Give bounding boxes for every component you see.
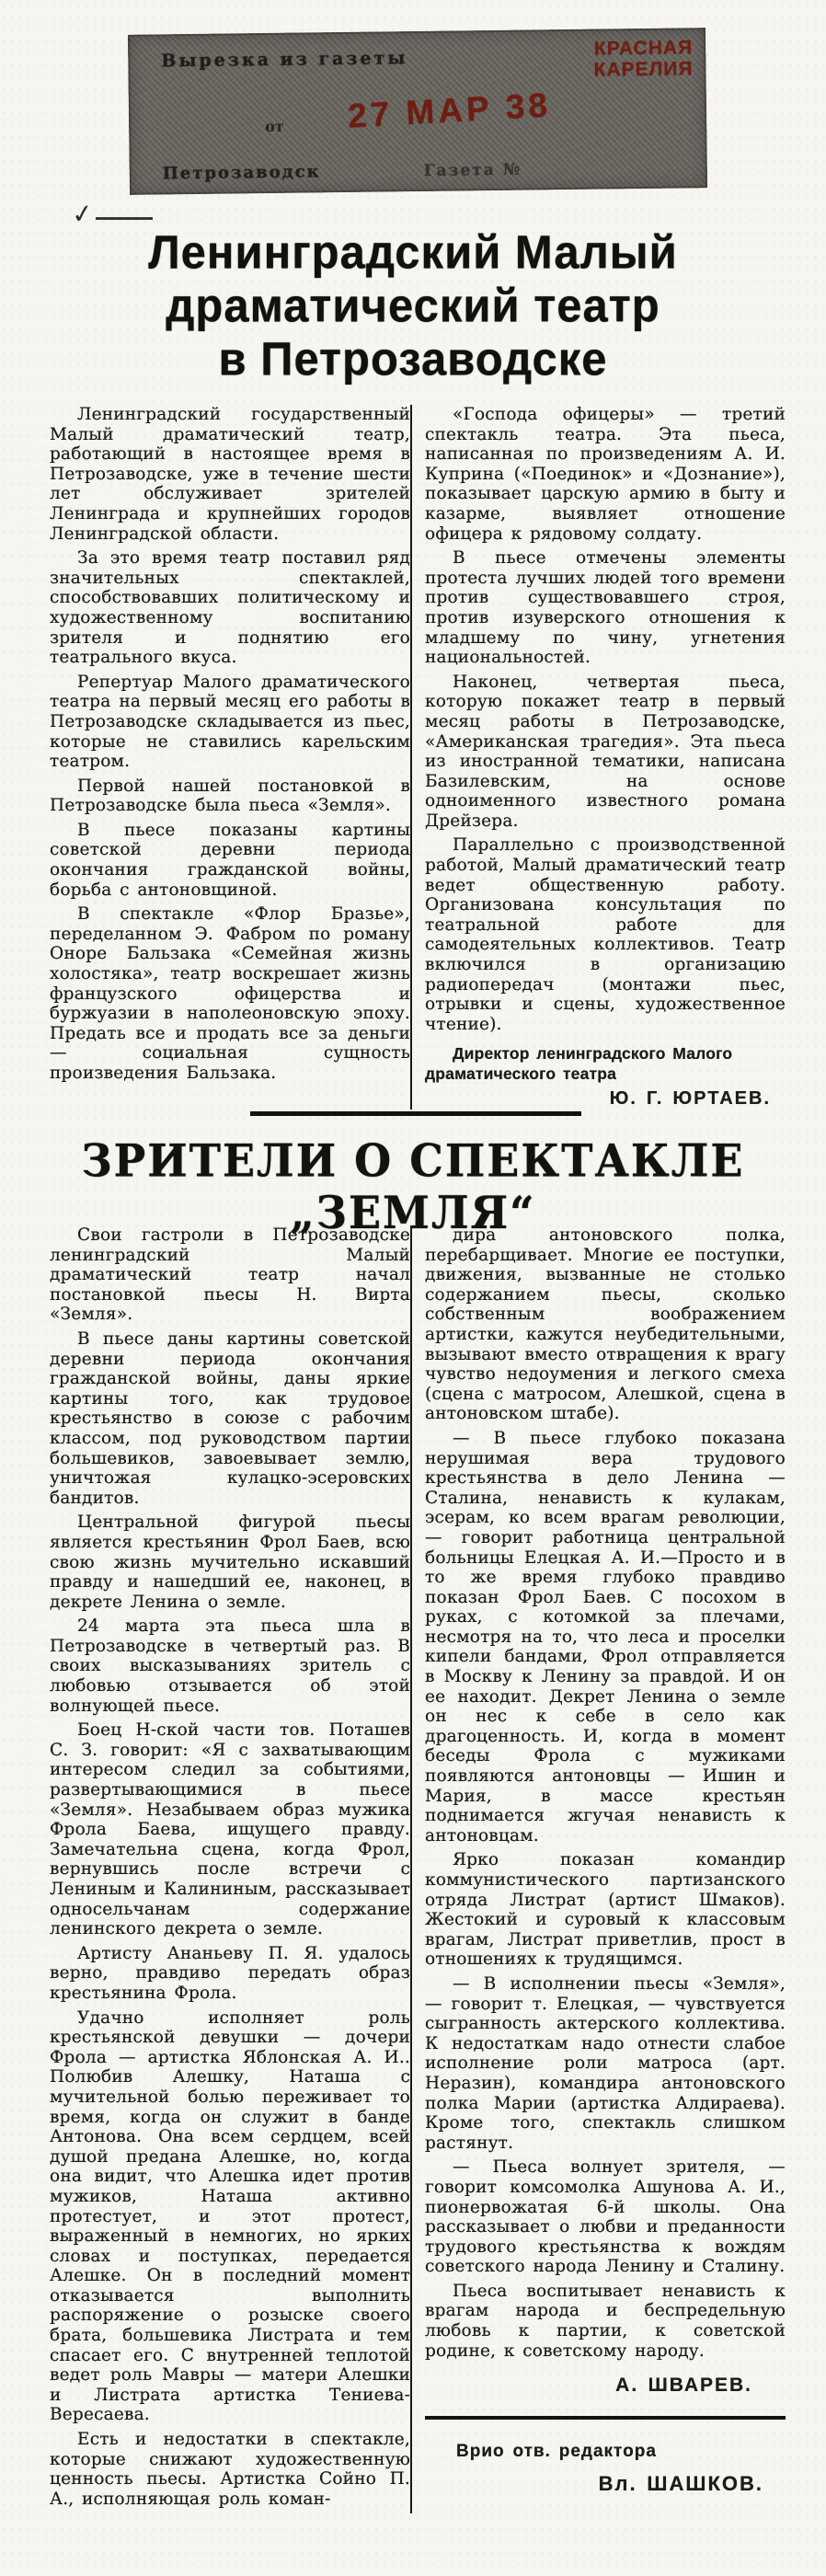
paragraph: дира антоновского полка, перебарщивает. Многие ее поступки, движения, вызванные не столько содержанием пьесы, сколько собственным воображением артистки, кажутся неубедительными, вызывают вместо отвращения к врагу чувство недоумения и легкого смеха (сцена с матросом, Алешкой, сцена в антоновском штабе).: [425, 1225, 786, 1424]
paragraph: 24 марта эта пьеса шла в Петрозаводске в четвертый раз. В своих высказываниях зритель с любовью отзывается об этой волнующей пьесе.: [50, 1616, 410, 1716]
paragraph: В пьесе даны картины советской деревни периода окончания гражданской войны, даны яркие картины того, как трудовое крестьянство в союзе с рабочим классом, под руководством партии большевиков, завоевывает землю, уничтожая кулацко-эсеровских бандитов.: [50, 1328, 410, 1508]
paragraph: За это время театр поставил ряд значительных спектаклей, способствовавших политическому и художественному воспитанию зрителя и поднятию его театрального вкуса.: [50, 548, 410, 668]
margin-dash: [96, 217, 153, 220]
article1-column-right: [410, 405, 786, 1110]
article2-column-left: [50, 1225, 410, 2513]
article1-right-paragraphs: [425, 405, 786, 1034]
article1-signature-role: Директор ленинградского Малого драматического театра: [425, 1044, 733, 1084]
article1-signature-name: Ю. Г. ЮРТАЕВ.: [609, 1088, 771, 1110]
newspaper-name-line: КАРЕЛИЯ: [593, 58, 694, 81]
stamp-city: Петрозаводск: [162, 162, 321, 184]
stamp-ot-label: от: [265, 117, 284, 136]
paragraph: Ленинградский государственный Малый драматический театр, работающий в настоящее время в Петрозаводске, уже в течение шести лет обслуживает зрителей Ленинграда и крупнейших городов Ленинградской области.: [50, 405, 410, 544]
check-mark-icon: ✓: [69, 197, 96, 231]
paragraph: Наконец, четвертая пьеса, которую покажет театр в первый месяц работы в Петрозаводске, «Американская трагедия». Эта пьеса из иностранной тематики, написана Базилевским, на основе одноименного известного романа Дрейзера.: [425, 672, 786, 831]
paragraph: Центральной фигурой пьесы является крестьянин Фрол Баев, всю свою жизнь мучительно искавший правду и нашедший ее, наконец, в декрете Ленина о земле.: [50, 1512, 410, 1612]
paragraph: Параллельно с производственной работой, Малый драматический театр ведет общественную работу. Организована консультация по театральной работе для самодеятельных коллективов. Театр включился в организацию радиопередач (монтажи пьес, отрывки и сцены, художественное чтение).: [425, 835, 786, 1034]
article2-right-paragraphs: [425, 1225, 786, 2361]
article1-headline: [28, 226, 798, 386]
paragraph: В пьесе отмечены элементы протеста лучших людей того времени против существовавшего строя, против изуверского отношения к младшему по чину, угнетения национальностей.: [425, 548, 786, 668]
article2-headline: ЗРИТЕЛИ О СПЕКТАКЛЕ „ЗЕМЛЯ“: [81, 1134, 745, 1239]
date-stamp: 27 МАР 38: [346, 86, 553, 135]
archive-stamp: [128, 28, 707, 195]
stamp-label: Вырезка из газеты: [161, 48, 408, 72]
paragraph: В пьесе показаны картины советской деревни периода окончания гражданской войны, борьба с антоновщиной.: [50, 820, 410, 900]
paragraph: «Господа офицеры» — третий спектакль театра. Эта пьеса, написанная по произведениям А. И. Куприна («Поединок» и «Дознание»), показывает царскую армию в быту и казарме, выявляет отношение офицера к рядовому солдату.: [425, 405, 786, 544]
paragraph: Удачно исполняет роль крестьянской девушки — дочери Фрола — артистка Яблонская А. И.. Полюбив Алешку, Наташа с мучительной болью переживает то время, когда он служит в банде Антонова. Она всем сердцем, всей душой предана Алешке, но, когда она видит, что Алешка идет против мужиков, Наташа активно протестует, и этот протест, выраженный в немногих, но ярких словах и поступках, передается Алешке. Он в последний момент отказывается выполнить распоряжение о розыске своего брата, большевика Листрата и тем спасает его. С внутренней теплотой ведет роль Мавры — матери Алешки и Листрата артистка Тениева-Вересаева.: [50, 2007, 410, 2425]
newspaper-name-line: КРАСНАЯ: [593, 37, 694, 60]
paragraph: Первой нашей постановкой в Петрозаводске была пьеса «Земля».: [50, 776, 410, 816]
article1-column-left: [50, 405, 410, 1110]
article2-signature-name: А. ШВАРЕВ.: [615, 2375, 752, 2397]
paragraph: Свои гастроли в Петрозаводске ленинградский Малый драматический театр начал постановкой пьесы Н. Вирта «Земля».: [50, 1225, 410, 1325]
paragraph: Ярко показан командир коммунистического партизанского отряда Листрат (артист Шмаков). Жестокий и суровый к классовым врагам, Листрат приветлив, прост в отношениях к трудящимся.: [425, 1850, 786, 1970]
paragraph: Есть и недостатки в спектакле, которые снижают художественную ценность пьесы. Артистка Сойно П. А., исполняющая роль коман-: [50, 2430, 410, 2509]
article2-body: [50, 1225, 786, 2513]
article1-headline-line: драматический театр: [166, 280, 660, 333]
paragraph: Артисту Ананьеву П. Я. удалось верно, правдиво передать образ крестьянина Фрола.: [50, 1943, 410, 2003]
paragraph: — В исполнении пьесы «Земля», — говорит т. Елецкая, — чувствуется сыгранность актерского коллектива. К недостаткам надо отнести слабое исполнение роли матроса (арт. Неразин), командира антоновского полка Марии (артистка Алдираева). Кроме того, спектакль слишком растянут.: [425, 1973, 786, 2153]
paragraph: Боец Н-ской части тов. Поташев С. З. говорит: «Я с захватывающим интересом следил за событиями, развертывающимися в пьесе «Земля». Незабываем образ мужика Фрола Баева, ищущего правду. Замечательна сцена, когда Фрол, вернувшись после встречи с Лениным и Калининым, рассказывает односельчанам содержание ленинского декрета о земле.: [50, 1720, 410, 1939]
editor-divider-rule: [425, 2416, 786, 2420]
section-divider-rule: [250, 1111, 581, 1116]
paragraph: — Пьеса волнует зрителя, — говорит комсомолка Ашунова А. И., пионервожатая 6-й школы. Она рассказывает о любви и преданности трудового крестьянства к вождям советского народа Ленину и Сталину.: [425, 2157, 786, 2277]
editor-name: Вл. ШАШКОВ.: [598, 2472, 763, 2496]
stamp-gazeta-label: Газета №: [423, 160, 522, 180]
paragraph: Репертуар Малого драматического театра на первый месяц его работы в Петрозаводске складывается из пьес, которые не ставились карельским театром.: [50, 672, 410, 772]
paragraph: В спектакле «Флор Бразье», переделанном Э. Фабром по роману Оноре Бальзака «Семейная жизнь холостяка», театр воскрешает жизнь французского офицерства и буржуазии в наполеоновскую эпоху. Предать все и продать все за деньги — социальная сущность произведения Бальзака.: [50, 904, 410, 1083]
newspaper-name: [593, 37, 693, 80]
article1-body: [50, 405, 786, 1110]
article1-headline-line: в Петрозаводске: [218, 333, 608, 386]
article1-headline-line: Ленинградский Малый: [148, 226, 678, 280]
article2-column-right: [410, 1225, 786, 2513]
editor-role: Врио отв. редактора: [456, 2441, 657, 2461]
paragraph: — В пьесе глубоко показана нерушимая вера трудового крестьянства в дело Ленина — Сталина, ненависть к кулакам, эсерам, ко всем врагам революции, — говорит работница центральной больницы Елецкая А. И.—Просто и в то же время глубоко правдиво показан Фрол Баев. С посохом в руках, с котомкой за плечами, несмотря на то, что леса и проселки кипели бандами, Фрол отправляется в Москву к Ленину за правдой. И он ее находит. Декрет Ленина о земле он нес к себе в село как драгоценность. И, когда в момент беседы Фрола с мужиками появляются антоновцы — Ишин и Мария, в массе крестьян поднимается жгучая ненависть к антоновцам.: [425, 1428, 786, 1846]
paragraph: Пьеса воспитывает ненависть к врагам народа и беспредельную любовь к партии, к советской родине, к советскому народу.: [425, 2281, 786, 2361]
